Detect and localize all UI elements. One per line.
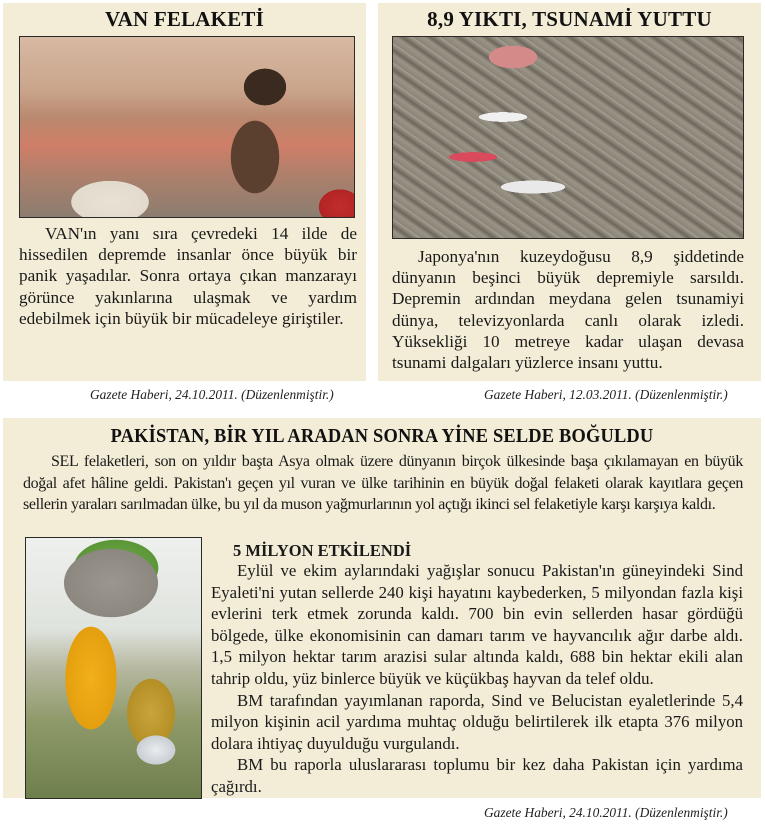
article-paragraph: BM tarafından yayımlanan raporda, Sind ve Belucistan eyaletlerinde 5,4 milyon kişinin acil yardıma muhtaç olduğu belirtilerek ilk etapta 376 milyon dolara ihtiyaç duyulduğu vurgulandı. xyxy=(211,690,743,753)
article-source: Gazete Haberi, 12.03.2011. (Düzenlenmiştir.) xyxy=(484,387,728,402)
article-paragraph: BM bu raporla uluslararası toplumu bir kez daha Pakistan için yardıma çağırdı. xyxy=(211,755,743,796)
article-source: Gazete Haberi, 24.10.2011. (Düzenlenmiştir.) xyxy=(90,387,334,402)
article-tsunami xyxy=(378,3,761,381)
article-body xyxy=(19,223,357,329)
article-paragraph: Japonya'nın kuzeydoğusu 8,9 şiddetinde dünyanın beşinci büyük depremiyle sarsıldı. Depremin ardından meydana gelen tsunamiyi dünya, televizyonlarda canlı olarak izledi. Yüksekliği 10 metreye kadar ulaşan devasa tsunami dalgaları yüzlerce insanı yuttu. xyxy=(392,247,744,373)
flood-photo xyxy=(25,537,202,799)
article-paragraph: VAN'ın yanı sıra çevredeki 14 ilde de hissedilen depremde insanlar önce büyük bir panik yaşadılar. Sonra ortaya çıkan manzarayı görünce yakınlarına ulaşmak ve yardım edebilmek için büyük bir mücadeleye giriştiler. xyxy=(19,224,357,328)
article-body xyxy=(392,246,744,373)
article-title: PAKİSTAN, BİR YIL ARADAN SONRA YİNE SELDE BOĞULDU xyxy=(110,425,654,447)
article-intro xyxy=(23,451,743,516)
article-source: Gazete Haberi, 24.10.2011. (Düzenlenmiştir.) xyxy=(484,805,728,820)
article-title: VAN FELAKETİ xyxy=(105,7,264,31)
article-paragraph: SEL felaketleri, son on yıldır başta Asya olmak üzere dünyanın birçok ülkesinde başa çıkılamayan en büyük doğal afet hâline geldi. Pakistan'ı geçen yıl vuran ve ülke tarihinin en büyük doğal felaketi olarak kayıtlara geçen sellerin yaraları sarılmadan ülke, bu yıl da muson yağmurlarının yol açtığı ikinci sel felaketiyle karşı karşıya kaldı. xyxy=(23,453,743,513)
article-pakistan xyxy=(3,418,761,798)
article-body xyxy=(211,560,743,798)
earthquake-photo xyxy=(19,36,355,218)
article-subheading: 5 MİLYON ETKİLENDİ xyxy=(233,541,412,560)
article-title: 8,9 YIKTI, TSUNAMİ YUTTU xyxy=(427,7,712,31)
article-van xyxy=(3,3,366,381)
article-paragraph: Eylül ve ekim aylarındaki yağışlar sonucu Pakistan'ın güneyindeki Sind Eyaleti'ni yutan sellerde 240 kişi hayatını kaybederken, 5 milyondan fazla kişi evlerini terk etmek zorunda kaldı. 700 bin evin sellerden hasar gördüğü bölgede, ülke ekonomisinin can damarı tarım ve hayvancılık ağır darbe aldı. 1,5 milyon hektar tarım arazisi sular altında kaldı, 688 bin hektar ekili alan tahrip oldu, yüz binlerce büyük ve küçükbaş hayvan da telef oldu. xyxy=(211,561,743,688)
tsunami-photo xyxy=(392,36,744,239)
